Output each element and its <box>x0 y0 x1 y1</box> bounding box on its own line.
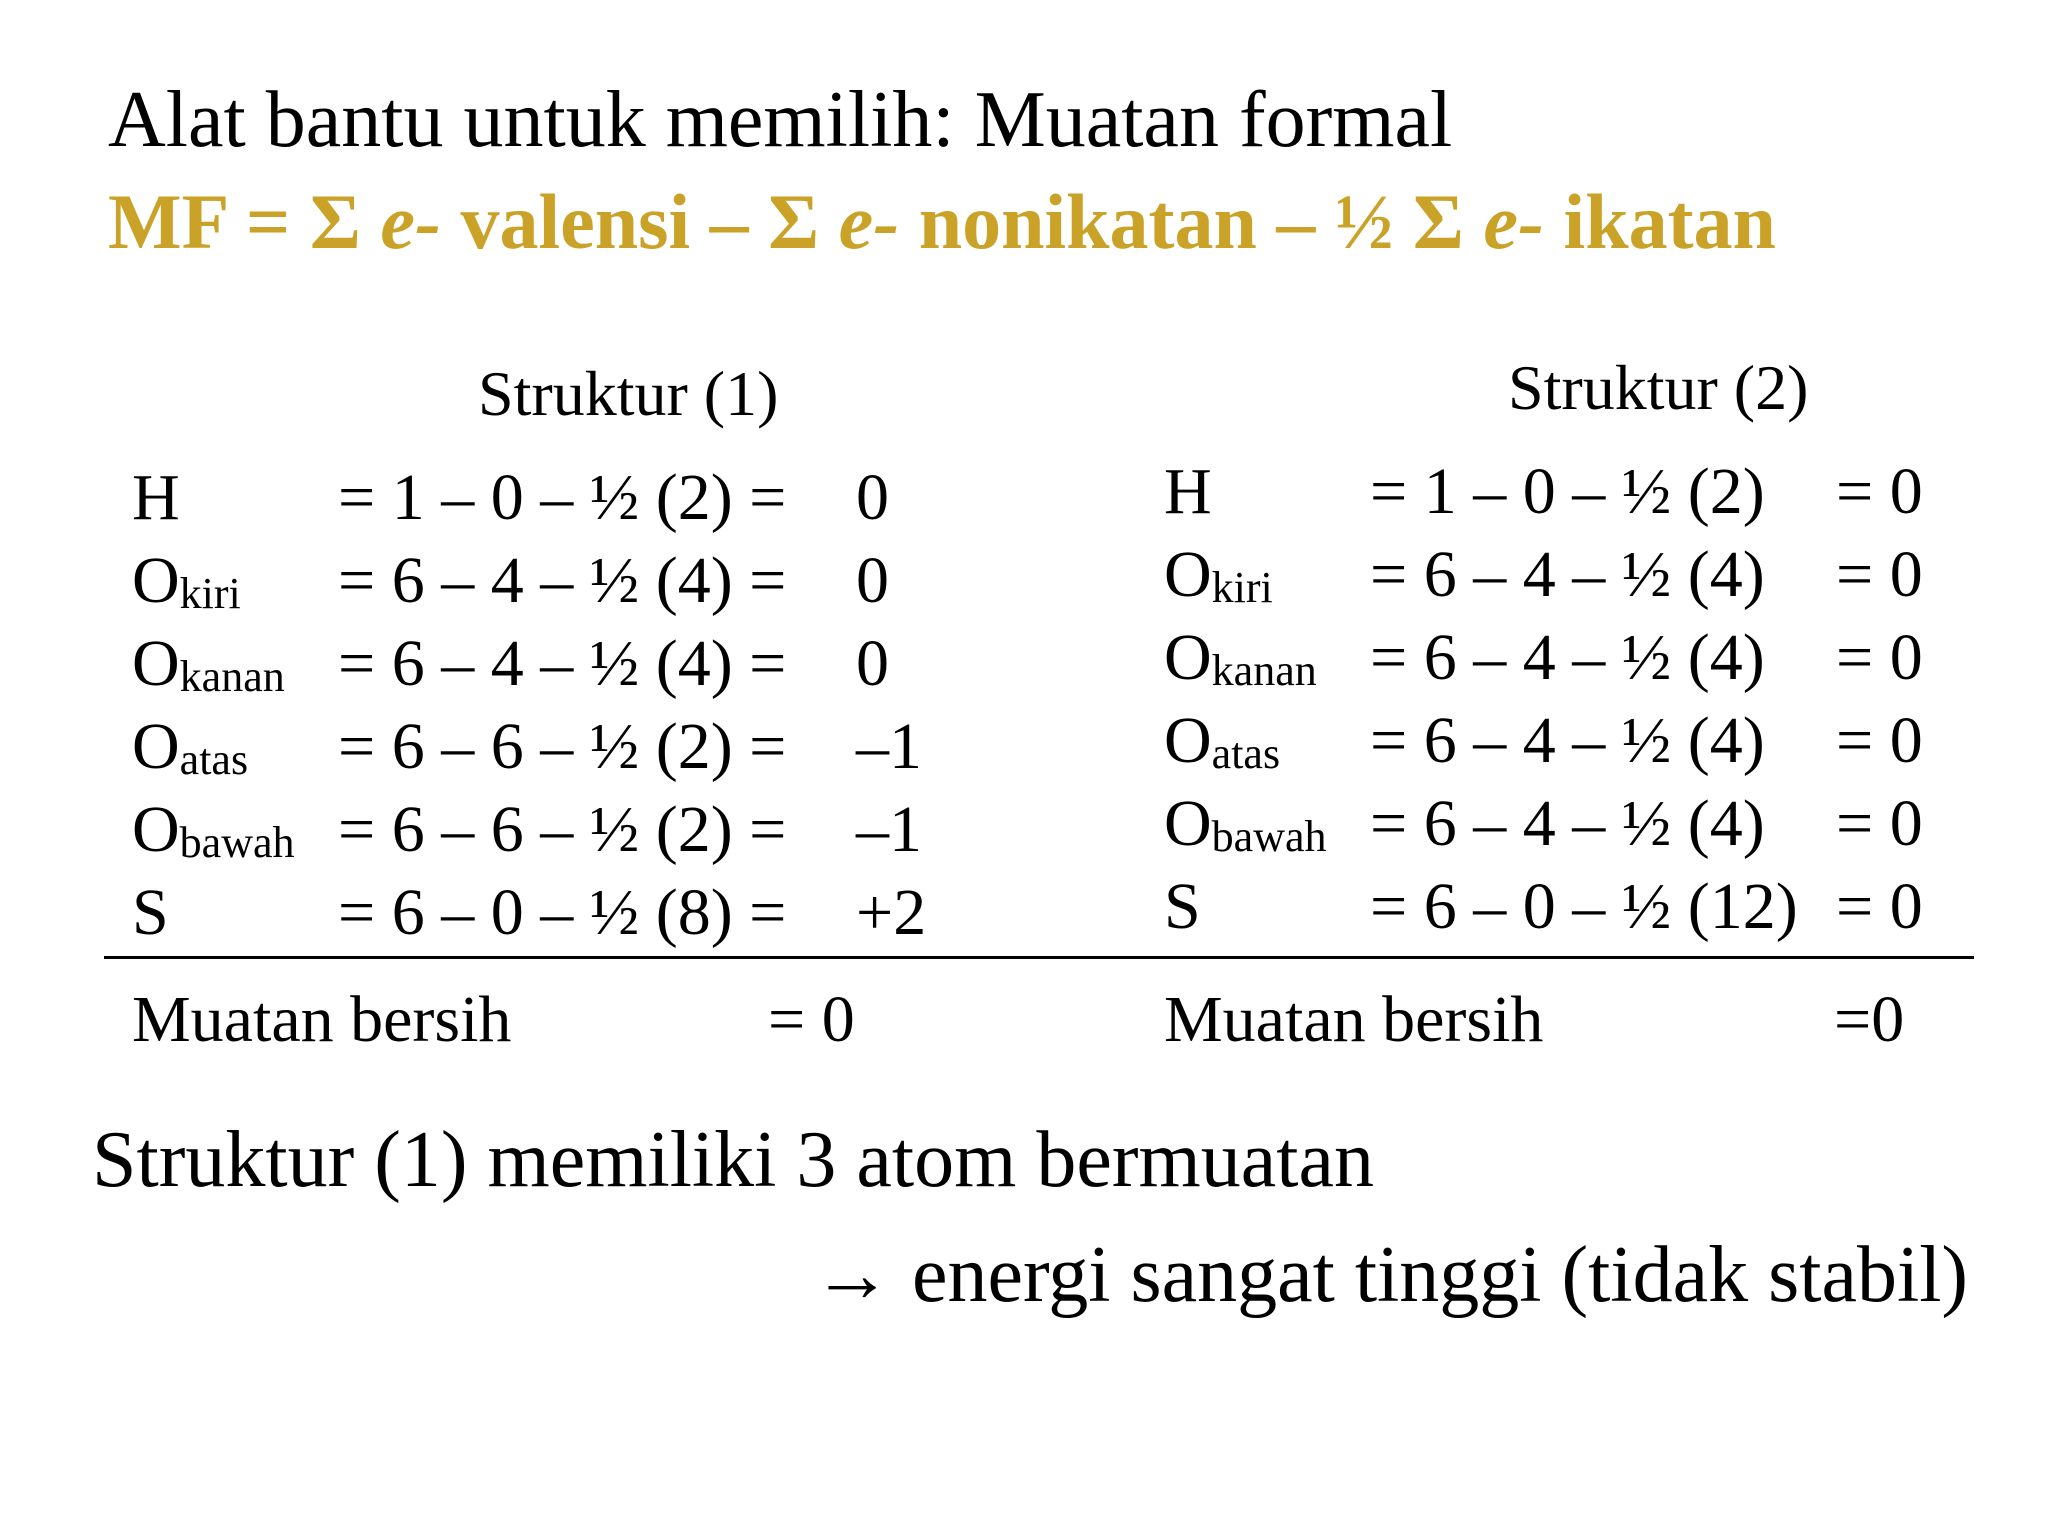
formal-charge-result: 0 <box>856 627 889 700</box>
formula-electron-symbol: e- <box>838 178 900 265</box>
conclusion-statement: Struktur (1) memiliki 3 atom bermuatan <box>92 1116 1374 1204</box>
charge-row <box>1164 867 1954 947</box>
formal-charge-result: = 0 <box>1836 455 1923 528</box>
formula-bonding-term: ikatan <box>1544 178 1776 265</box>
atom-symbol: H <box>1164 455 1212 528</box>
charge-row <box>1164 701 1954 781</box>
formal-charge-result: = 0 <box>1836 704 1923 777</box>
atom-symbol: $O_{bawah}$ <box>1164 787 1327 861</box>
charge-row <box>132 458 932 538</box>
atom-symbol: $O_{kanan}$ <box>132 627 285 701</box>
charge-row <box>132 707 932 787</box>
atom-symbol: S <box>1164 870 1201 943</box>
charge-row <box>132 790 932 870</box>
atom-symbol: $O_{atas}$ <box>1164 704 1281 778</box>
charge-calculation: = 6 – 6 – ½ (2) = <box>338 793 787 866</box>
charge-row <box>1164 535 1954 615</box>
structure-2-net-charge-label: Muatan bersih <box>1164 983 1544 1056</box>
charge-calculation: = 6 – 4 – ½ (4) = <box>338 544 787 617</box>
charge-calculation: = 6 – 4 – ½ (4) <box>1370 787 1765 860</box>
formula-electron-symbol: e- <box>380 178 441 265</box>
structure-2-net-charge-value: =0 <box>1834 983 1905 1056</box>
slide-title: Alat bantu untuk memilih: Muatan formal <box>108 76 1453 164</box>
formula-electron-symbol: e- <box>1483 178 1545 265</box>
formal-charge-result: –1 <box>856 793 922 866</box>
formula-nonbonding-term: nonikatan – ½ Σ <box>899 178 1484 265</box>
formal-charge-result: = 0 <box>1836 787 1923 860</box>
charge-row <box>132 624 932 704</box>
charge-calculation: = 6 – 4 – ½ (4) <box>1370 538 1765 611</box>
charge-calculation: = 6 – 6 – ½ (2) = <box>338 710 787 783</box>
formula-valence-term: valensi – Σ <box>440 178 839 265</box>
atom-symbol: $O_{kanan}$ <box>1164 621 1317 695</box>
atom-symbol: $O_{kiri}$ <box>132 544 241 618</box>
atom-position: kanan <box>1211 646 1317 695</box>
charge-row <box>1164 452 1954 532</box>
charge-row <box>1164 784 1954 864</box>
atom-symbol: $O_{atas}$ <box>132 710 249 784</box>
atom-position: bawah <box>1211 812 1327 861</box>
atom-position: kanan <box>179 652 285 701</box>
charge-calculation: = 6 – 4 – ½ (4) <box>1370 621 1765 694</box>
atom-position: atas <box>1211 729 1281 778</box>
formal-charge-result: +2 <box>856 876 927 949</box>
structure-1-net-charge-value: = 0 <box>768 983 855 1056</box>
atom-symbol: $O_{bawah}$ <box>132 793 295 867</box>
atom-position: bawah <box>179 818 295 867</box>
charge-row <box>132 873 932 953</box>
charge-calculation: = 6 – 0 – ½ (8) = <box>338 876 787 949</box>
formal-charge-result: 0 <box>856 461 889 534</box>
charge-calculation: = 1 – 0 – ½ (2) <box>1370 455 1765 528</box>
charge-calculation: = 6 – 4 – ½ (4) = <box>338 627 787 700</box>
atom-symbol: $O_{kiri}$ <box>1164 538 1273 612</box>
formula-prefix: MF = Σ <box>108 178 381 265</box>
formal-charge-result: –1 <box>856 710 922 783</box>
structure-2-heading: Struktur (2) <box>1508 352 1809 423</box>
formal-charge-result: = 0 <box>1836 621 1923 694</box>
atom-symbol: S <box>132 876 169 949</box>
charge-calculation: = 6 – 0 – ½ (12) <box>1370 870 1798 943</box>
charge-row <box>1164 618 1954 698</box>
formal-charge-result: = 0 <box>1836 538 1923 611</box>
formal-charge-result: 0 <box>856 544 889 617</box>
formal-charge-result: = 0 <box>1836 870 1923 943</box>
summation-divider <box>104 956 1974 959</box>
charge-calculation: = 6 – 4 – ½ (4) <box>1370 704 1765 777</box>
charge-calculation: = 1 – 0 – ½ (2) = <box>338 461 787 534</box>
structure-1-net-charge-label: Muatan bersih <box>132 983 512 1056</box>
atom-position: kiri <box>179 569 241 618</box>
structure-1-heading: Struktur (1) <box>478 358 779 429</box>
atom-position: atas <box>179 735 249 784</box>
atom-position: kiri <box>1211 563 1273 612</box>
atom-symbol: H <box>132 461 180 534</box>
charge-row <box>132 541 932 621</box>
formal-charge-formula <box>108 172 1776 272</box>
conclusion-consequence: → energi sangat tinggi (tidak stabil) <box>812 1231 1969 1319</box>
